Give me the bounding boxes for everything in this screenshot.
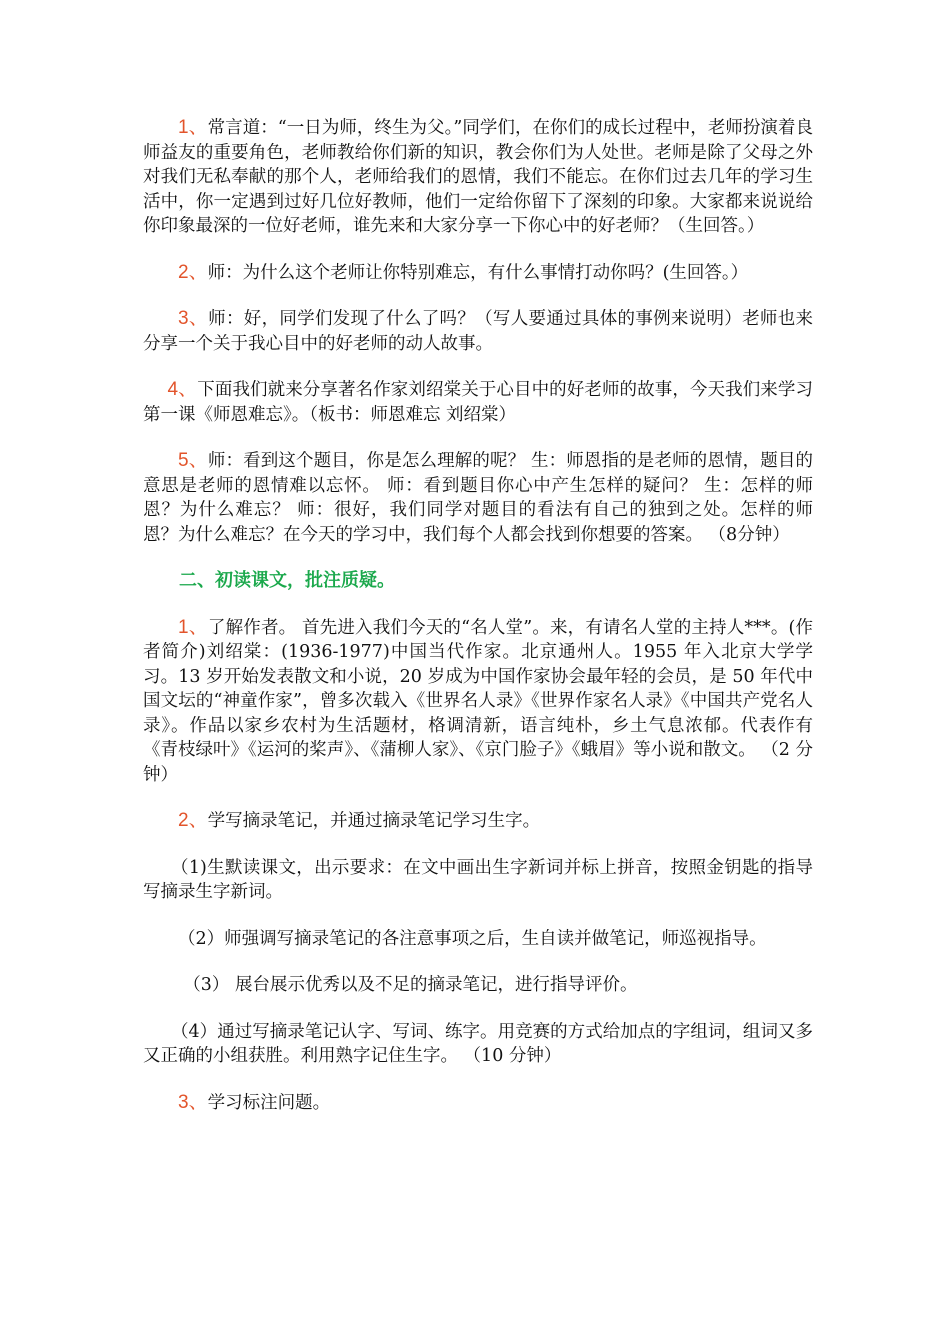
section-heading: 二、初读课文，批注质疑。 [179, 570, 395, 591]
sub-item-text: （1)生默读课文，出示要求：在文中画出生字新词并标上拼音，按照金钥匙的指导写摘录生字新词。 [143, 857, 813, 902]
section-item-2 [143, 809, 813, 834]
paragraph-3 [143, 307, 813, 356]
paragraph-1 [143, 116, 813, 239]
section-item-1 [143, 616, 813, 788]
paragraph-text: 师：好，同学们发现了什么了吗？（写人要通过具体的事例来说明）老师也来分享一个关于我心目中的好老师的动人故事。 [143, 309, 813, 354]
sub-item-1 [143, 856, 813, 905]
section-item-3 [143, 1091, 813, 1116]
item-text: 学写摘录笔记，并通过摘录笔记学习生字。 [207, 811, 541, 831]
paragraph-number: 4、 [167, 379, 198, 400]
sub-item-2 [143, 927, 813, 952]
paragraph-number: 2、 [178, 261, 208, 283]
paragraph-text: 常言道：“一日为师，终生为父。”同学们，在你们的成长过程中，老师扮演着良师益友的重要角色，老师教给你们新的知识，教会你们为人处世。老师是除了父母之外对我们无私奉献的那个人，老师给我们的恩情，我们不能忘。在你们过去几年的学习生活中，你一定遇到过好几位好教师，他们一定给你留下了深刻的印象。大家都来说说给你印象最深的一位好老师，谁先来和大家分享一下你心中的好老师？（生回答。） [143, 118, 813, 236]
item-number: 3、 [178, 1091, 208, 1113]
sub-item-text: （3） 展台展示优秀以及不足的摘录笔记，进行指导评价。 [183, 975, 638, 995]
paragraph-2 [143, 261, 813, 286]
sub-item-text: （2）师强调写摘录笔记的各注意事项之后，生自读并做笔记，师巡视指导。 [178, 928, 767, 949]
item-text: 了解作者。 首先进入我们今天的“名人堂”。来，有请名人堂的主持人***。(作者简介)刘绍棠：(1936-1977)中国当代作家。北京通州人。1955 年入北京大学学习。13 岁开始发表散文和小说，20 岁成为中国作家协会最年轻的会员，是 50 年代中国文坛的“神童作家”，曾多次载入《世界名人录》《世界作家名人录》《中国共产党名人录》。作品以家乡农村为生活题材，格调清新，语言纯朴，乡土气息浓郁。代表作有《青枝绿叶》《运河的桨声》、《蒲柳人家》、《京门脸子》《蛾眉》等小说和散文。 （2 分钟） [143, 617, 813, 785]
paragraph-text: 下面我们就来分享著名作家刘绍棠关于心目中的好老师的故事，今天我们来学习第一课《师恩难忘》。（板书：师恩难忘 刘绍棠） [143, 380, 813, 425]
document-body [143, 116, 813, 1115]
paragraph-text: 师：为什么这个老师让你特别难忘，有什么事情打动你吗？(生回答。） [207, 262, 749, 283]
paragraph-number: 3、 [178, 308, 209, 329]
item-number: 1、 [178, 616, 208, 638]
sub-item-4 [143, 1020, 813, 1069]
sub-item-3 [143, 973, 813, 998]
item-text: 学习标注问题。 [207, 1092, 331, 1113]
paragraph-text: 师：看到这个题目，你是怎么理解的呢？ 生：师恩指的是老师的恩情，题目的意思是老师的恩情难以忘怀。 师：看到题目你心中产生怎样的疑问？ 生：怎样的师恩？为什么难忘？ 师：很好，我们同学对题目的看法有自己的独到之处。怎样的师恩？为什么难忘？在今天的学习中，我们每个人都会找到你想要的答案。 （8分钟） [143, 451, 813, 545]
paragraph-4 [143, 378, 813, 427]
sub-item-text: （4）通过写摘录笔记认字、写词、练字。用竞赛的方式给加点的字组词，组词又多又正确的小组获胜。利用熟字记住生字。 （10 分钟） [143, 1021, 813, 1066]
paragraph-5 [143, 449, 813, 547]
paragraph-number: 1、 [178, 117, 208, 138]
item-number: 2、 [178, 810, 208, 831]
paragraph-number: 5、 [178, 450, 208, 471]
